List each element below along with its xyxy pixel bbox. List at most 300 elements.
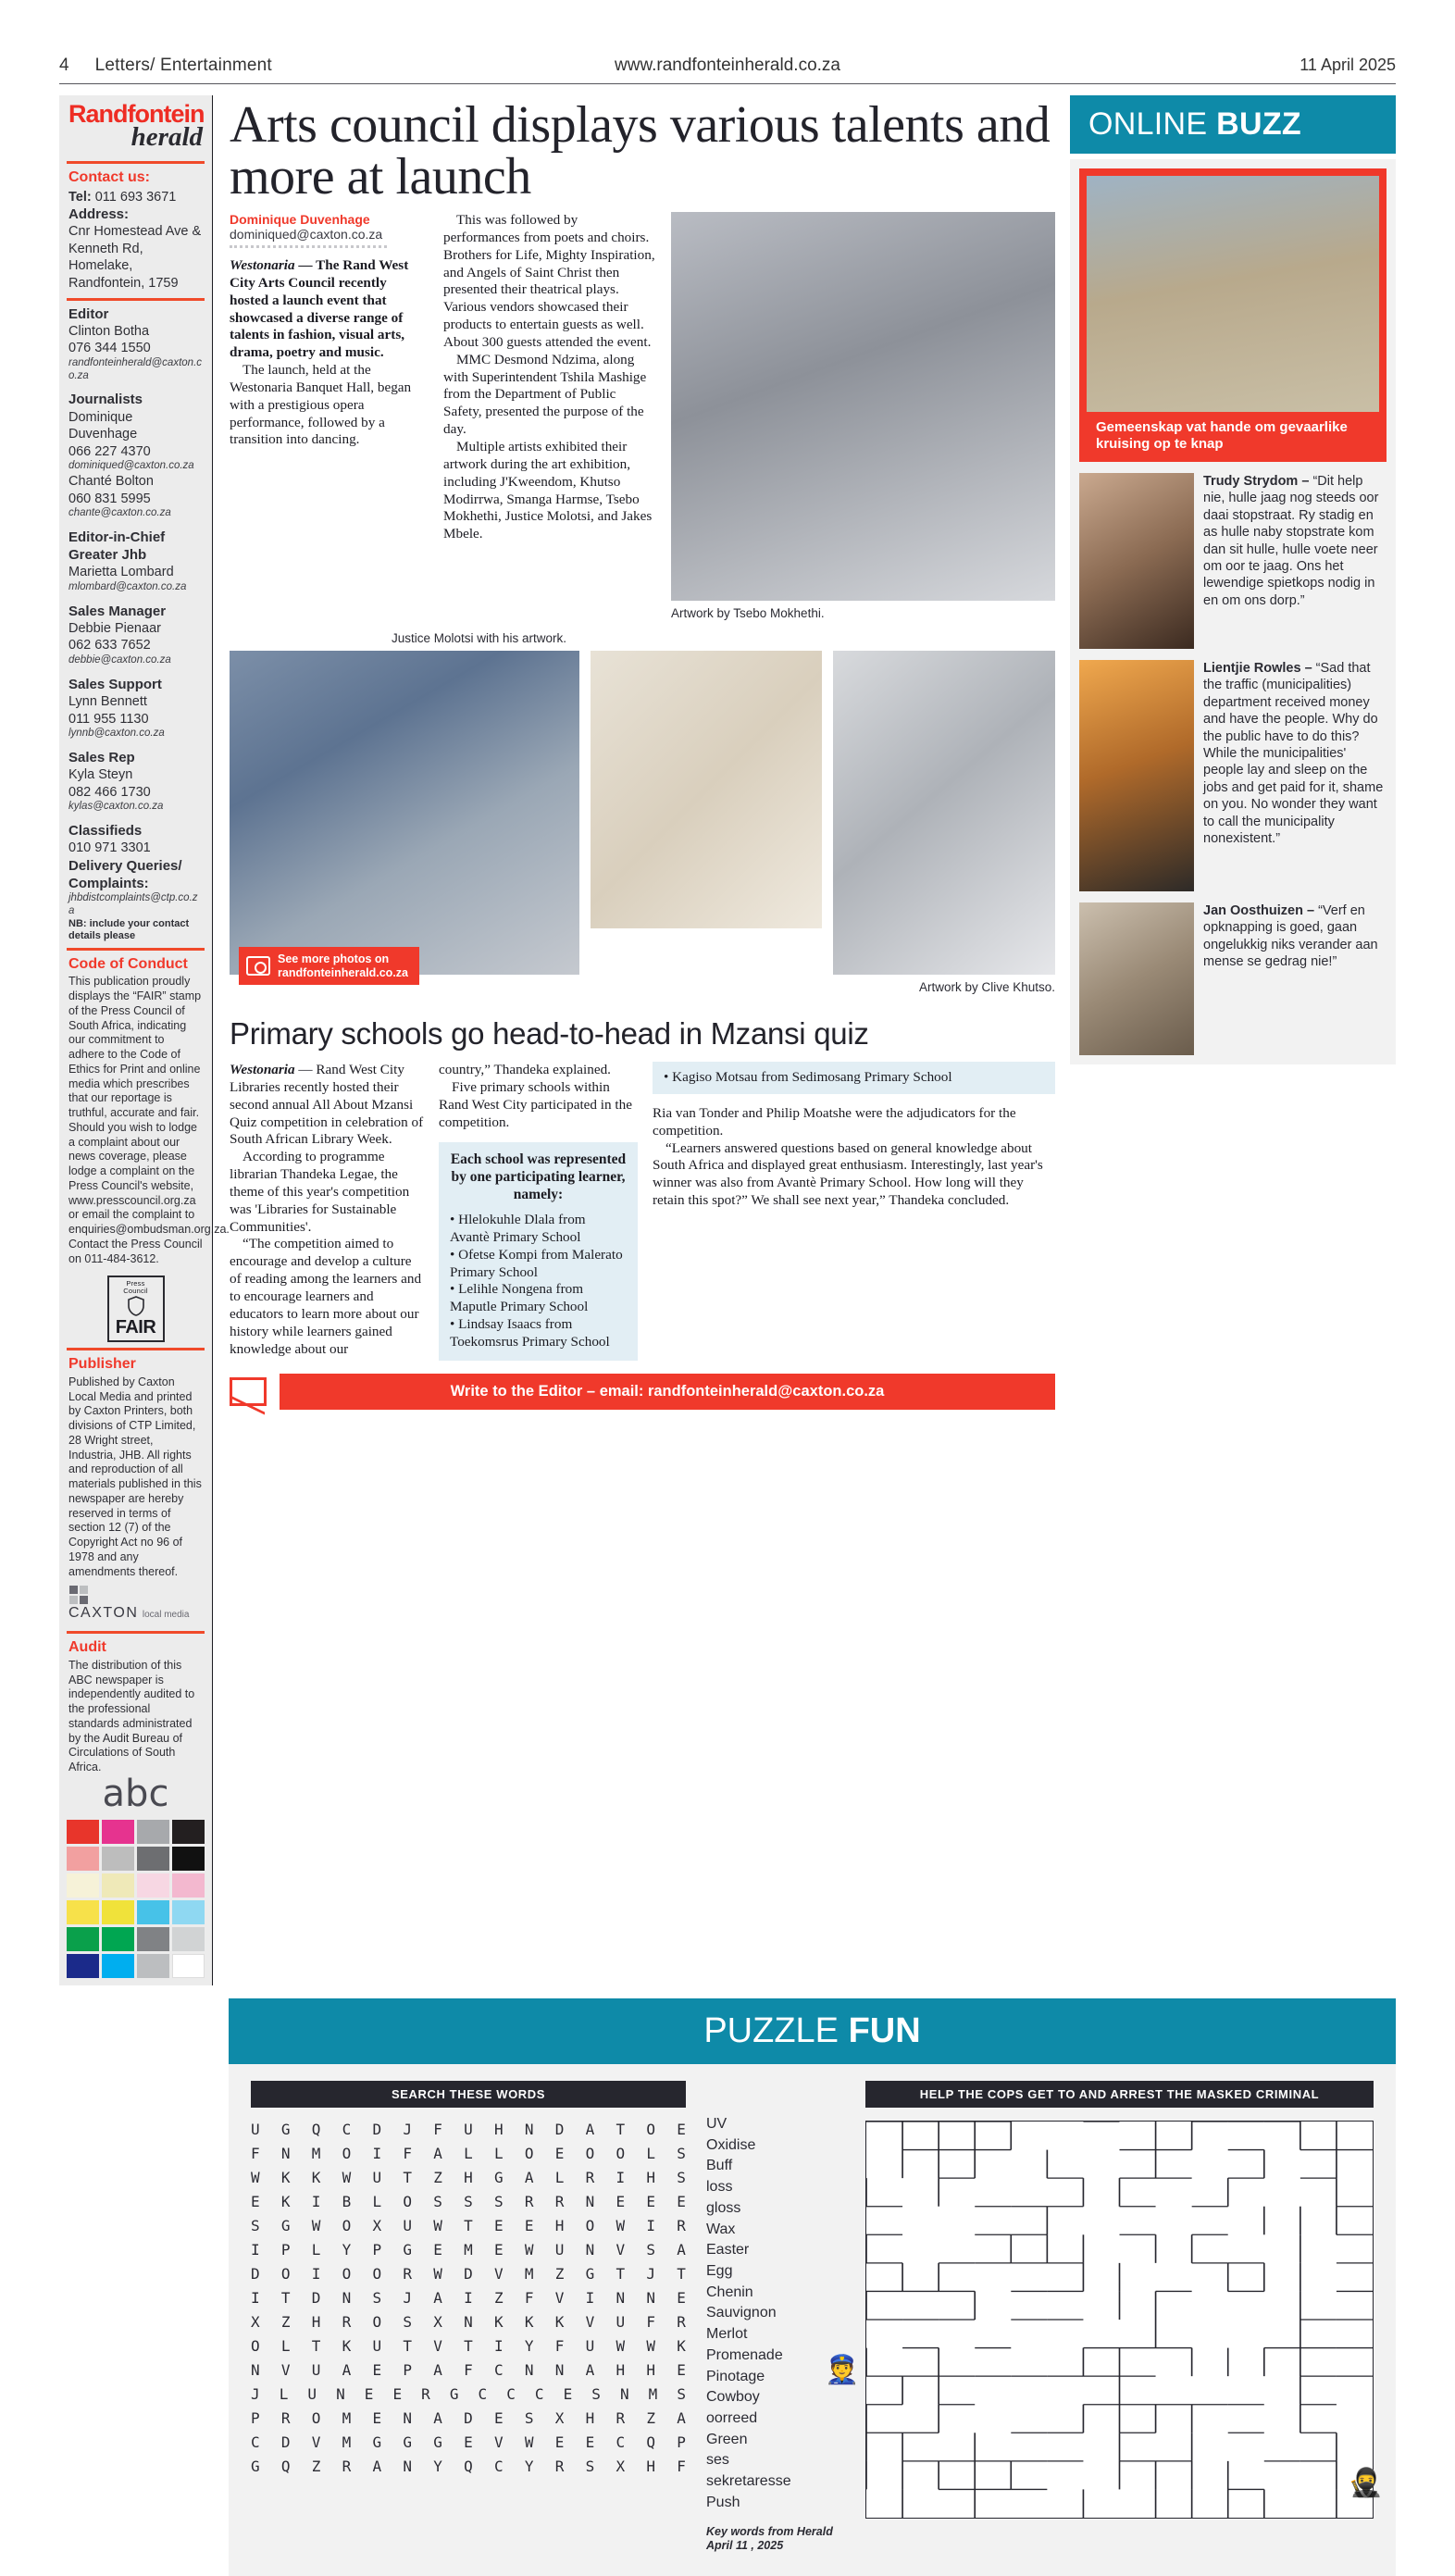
- swatch: [67, 1954, 99, 1978]
- publisher-block: [59, 1350, 212, 1579]
- comment-author-lientjie: Lientjie Rowles –: [1203, 661, 1316, 676]
- comment-author-jan: Jan Oosthuizen –: [1203, 903, 1319, 918]
- audit-block: [59, 1634, 212, 1774]
- word-search-letter: S: [677, 2168, 686, 2186]
- article-1-para-1: The launch, held at the Westonaria Banquet Hall, began with a prestigious opera performance, followed by a transition into dancing.: [230, 362, 412, 448]
- word-search-letter: U: [464, 2120, 473, 2138]
- word-search-letter: T: [403, 2336, 413, 2355]
- word-search-letter: E: [364, 2384, 374, 2403]
- staff-email-eic[interactable]: mlombard@caxton.co.za: [68, 580, 187, 592]
- caption-justice-molotsi: Justice Molotsi with his artwork.: [392, 631, 567, 645]
- word-search-letter: D: [464, 2408, 473, 2427]
- word-search-letter: W: [342, 2168, 352, 2186]
- word-search-letter: S: [494, 2192, 504, 2210]
- word-search-letter: R: [554, 2457, 565, 2475]
- word-search-letter: O: [251, 2336, 260, 2355]
- staff-phone-sales-rep: 082 466 1730: [68, 784, 151, 800]
- staff-name-sales-rep: Kyla Steyn: [68, 767, 133, 783]
- staff-email-sales-support[interactable]: lynnb@caxton.co.za: [68, 728, 165, 740]
- word-search-letter: A: [677, 2240, 686, 2259]
- publisher-heading: Publisher: [68, 1356, 136, 1373]
- key-words-source: Key words from Herald April 11 , 2025: [706, 2524, 833, 2553]
- word-search-letter: N: [524, 2360, 534, 2379]
- word-search-letter: H: [646, 2168, 656, 2186]
- word-search-letter: F: [251, 2144, 260, 2162]
- word-search-letter: M: [648, 2384, 658, 2403]
- swatch: [137, 1900, 169, 1924]
- puzzle-title-bold: FUN: [848, 2010, 921, 2050]
- word-search-letter: Z: [554, 2264, 565, 2283]
- caxton-mark-icon: [68, 1585, 89, 1605]
- address-line-2: Kenneth Rd,: [68, 241, 143, 256]
- fair-stamp-main-label: FAIR: [115, 1317, 156, 1338]
- word-search-letter: S: [524, 2408, 534, 2427]
- photo-colour-artwork: [591, 651, 822, 928]
- word-search-row: [251, 2169, 686, 2186]
- address-label: Address:: [68, 206, 130, 223]
- avatar-trudy-strydom: [1079, 473, 1194, 649]
- maze-puzzle[interactable]: [865, 2121, 1374, 2519]
- word-search-letter: S: [403, 2312, 413, 2331]
- word-list-item: Oxidise: [706, 2136, 756, 2153]
- word-search-grid[interactable]: [251, 2121, 686, 2475]
- staff-name-journalist-2: Chanté Bolton: [68, 474, 154, 490]
- article-1-byline-name: Dominique Duvenhage: [230, 212, 370, 227]
- comment-jan-oosthuizen: [1203, 902, 1387, 1055]
- swatch: [102, 1873, 134, 1898]
- word-search-letter: S: [585, 2457, 595, 2475]
- word-search-letter: D: [372, 2120, 382, 2138]
- word-search-letter: G: [449, 2384, 459, 2403]
- word-search-letter: Y: [524, 2336, 534, 2355]
- see-more-line-2: randfonteinherald.co.za: [278, 965, 408, 979]
- swatch: [67, 1927, 99, 1951]
- staff-phone-journalist-1: 066 227 4370: [68, 443, 151, 459]
- camera-icon: [246, 956, 270, 976]
- word-search-letter: L: [280, 2336, 291, 2355]
- masked-criminal-icon: 🥷: [1348, 2467, 1383, 2498]
- word-search-letter: P: [372, 2240, 382, 2259]
- word-search-letter: L: [464, 2144, 473, 2162]
- word-search-letter: T: [311, 2336, 321, 2355]
- word-search-letter: A: [524, 2168, 534, 2186]
- online-buzz-header: [1070, 95, 1396, 154]
- article-2-col-3: [653, 1105, 1055, 1210]
- word-search-letter: R: [677, 2312, 686, 2331]
- word-search-letter: O: [342, 2144, 352, 2162]
- maze-block: [825, 2081, 1383, 2554]
- article-2-para-4: country,” Thandeka explained.: [439, 1062, 611, 1077]
- word-search-row: [251, 2361, 686, 2379]
- word-search-letter: R: [342, 2457, 352, 2475]
- word-search-letter: T: [464, 2336, 473, 2355]
- police-officer-icon: 👮: [825, 2354, 860, 2385]
- tel-label: Tel:: [68, 189, 92, 205]
- staff-email-sales-manager[interactable]: debbie@caxton.co.za: [68, 653, 171, 666]
- staff-role-eic: Editor-in-Chief Greater Jhb: [68, 529, 166, 564]
- word-list-item: Chenin: [706, 2284, 753, 2300]
- comment-lientjie-rowles: [1203, 660, 1387, 891]
- maze-header: HELP THE COPS GET TO AND ARREST THE MASKED CRIMINAL: [865, 2081, 1374, 2108]
- word-search-row: [251, 2121, 686, 2138]
- word-search-letter: U: [372, 2336, 382, 2355]
- staff-role-sales-manager: Sales Manager: [68, 603, 167, 619]
- word-search-letter: W: [524, 2240, 534, 2259]
- word-search-header: SEARCH THESE WORDS: [251, 2081, 686, 2108]
- comment-author-trudy: Trudy Strydom –: [1203, 474, 1313, 489]
- staff-email-journalist-2[interactable]: chante@caxton.co.za: [68, 507, 171, 519]
- word-search-letter: F: [433, 2120, 442, 2138]
- avatar-lientjie-rowles: [1079, 660, 1194, 891]
- learner-item-continued: • Kagiso Motsau from Sedimosang Primary School: [664, 1069, 952, 1085]
- staff-email-editor[interactable]: randfonteinherald@caxton.co.za: [68, 356, 203, 381]
- publisher-body: Published by Caxton Local Media and printed by Caxton Printers, both divisions of CTP Limited, 28 Wright street, Industria, JHB. All rights and reproduction of all materials published in this newspaper are hereby reserved in terms of section 12 (7) of the Copyright Act no 96 of 1978 and any amendments thereof.: [68, 1375, 202, 1578]
- swatch: [102, 1820, 134, 1844]
- swatch: [137, 1847, 169, 1871]
- color-registration-swatches: [59, 1812, 212, 1985]
- delivery-label: Delivery Queries/ Complaints:: [68, 857, 182, 891]
- caption-clive-khutso: Artwork by Clive Khutso.: [918, 980, 1055, 994]
- word-search-letter: H: [646, 2360, 656, 2379]
- word-search-letter: E: [585, 2433, 595, 2451]
- word-search-letter: I: [464, 2288, 473, 2307]
- staff-email-sales-rep[interactable]: kylas@caxton.co.za: [68, 801, 164, 813]
- word-search-letter: H: [646, 2457, 656, 2475]
- word-search-letter: O: [311, 2408, 321, 2427]
- article-2-para-3: “The competition aimed to encourage and develop a culture of reading among the learners and to encourage learners and educators to learn more about our history while learners gained knowledge about our: [230, 1236, 422, 1357]
- article-2-lead: [230, 1062, 424, 1149]
- word-search-letter: E: [494, 2408, 504, 2427]
- word-search-letter: M: [524, 2264, 534, 2283]
- code-heading: Code of Conduct: [68, 956, 188, 972]
- word-list-item: Pinotage: [706, 2368, 765, 2384]
- word-list-item: ses: [706, 2452, 729, 2469]
- fair-stamp-top-label: Press Council: [123, 1279, 148, 1295]
- article-2-para-2: According to programme librarian Thandeka Legae, the theme of this year's competition was 'Libraries for Sustainable Communities'.: [230, 1149, 410, 1235]
- word-search-letter: E: [677, 2120, 686, 2138]
- participating-learners-box-continued: [653, 1062, 1055, 1094]
- word-list-item: UV: [706, 2115, 728, 2132]
- word-search-letter: K: [554, 2312, 565, 2331]
- word-search-letter: K: [280, 2168, 291, 2186]
- word-search-letter: F: [403, 2144, 413, 2162]
- word-search-letter: O: [524, 2144, 534, 2162]
- swatch: [172, 1873, 205, 1898]
- word-search-letter: S: [677, 2144, 686, 2162]
- swatch: [102, 1954, 134, 1978]
- word-search-letter: O: [585, 2144, 595, 2162]
- word-search-letter: Q: [646, 2433, 656, 2451]
- word-list-item: Green: [706, 2431, 748, 2447]
- learner-item: • Hlelokuhle Dlala from Avantè Primary School: [450, 1212, 586, 1245]
- word-search-letter: X: [554, 2408, 565, 2427]
- word-search-letter: O: [646, 2120, 656, 2138]
- word-search-row: [251, 2433, 686, 2451]
- swatch: [172, 1820, 205, 1844]
- article-1-para-3: MMC Desmond Ndzima, along with Superintendent Tshila Mashige from the Department of Public Safety, presented the purpose of the day.: [443, 351, 647, 438]
- word-search-letter: U: [311, 2360, 321, 2379]
- word-search-letter: D: [554, 2120, 565, 2138]
- swatch: [137, 1927, 169, 1951]
- word-search-letter: U: [585, 2336, 595, 2355]
- word-search-letter: E: [616, 2192, 626, 2210]
- word-search-letter: T: [464, 2216, 473, 2234]
- word-search-letter: E: [392, 2384, 403, 2403]
- word-search-letter: W: [251, 2168, 260, 2186]
- word-search-letter: G: [403, 2433, 413, 2451]
- word-search-letter: L: [372, 2192, 382, 2210]
- word-search-row: [251, 2265, 686, 2283]
- maze-wrapper: [825, 2121, 1383, 2523]
- swatch: [67, 1873, 99, 1898]
- article-2-para-5: Five primary schools within Rand West City participated in the competition.: [439, 1078, 632, 1130]
- caption-tsebo-artwork: Artwork by Tsebo Mokhethi.: [671, 606, 825, 620]
- word-search-letter: K: [494, 2312, 504, 2331]
- swatch: [67, 1847, 99, 1871]
- masthead-logo: [59, 95, 212, 156]
- word-search-row: [251, 2385, 686, 2403]
- word-list-item: Promenade: [706, 2346, 783, 2363]
- word-search-letter: S: [464, 2192, 473, 2210]
- word-search-letter: D: [251, 2264, 260, 2283]
- word-search-row: [251, 2409, 686, 2427]
- online-buzz-body: [1070, 159, 1396, 1064]
- word-search-letter: V: [311, 2433, 321, 2451]
- word-search-letter: X: [372, 2216, 382, 2234]
- article-1-lead-text: — The Rand West City Arts Council recently hosted a launch event that showcased a diverse range of talents in fashion, visual arts, drama, poetry and music.: [230, 257, 409, 361]
- buzz-comment-row: [1079, 473, 1387, 649]
- word-search-letter: J: [646, 2264, 656, 2283]
- word-search-letter: L: [311, 2240, 321, 2259]
- photo-tsebo-artwork: [671, 212, 1055, 601]
- puzzle-title-light: PUZZLE: [703, 2010, 849, 2050]
- word-search-letter: U: [554, 2240, 565, 2259]
- masthead-line-2: herald: [131, 121, 203, 152]
- delivery-email[interactable]: jhbdistcomplaints@ctp.co.za: [68, 892, 198, 916]
- word-search-letter: X: [251, 2312, 260, 2331]
- word-search-row: [251, 2241, 686, 2259]
- word-search-letter: G: [585, 2264, 595, 2283]
- shield-icon: [127, 1296, 145, 1316]
- word-search-letter: G: [280, 2216, 291, 2234]
- word-search-letter: G: [403, 2240, 413, 2259]
- word-search-letter: I: [311, 2264, 321, 2283]
- word-search-letter: R: [280, 2408, 291, 2427]
- word-search-letter: T: [616, 2120, 626, 2138]
- word-search-letter: I: [251, 2240, 260, 2259]
- word-search-letter: K: [280, 2192, 291, 2210]
- staff-phone-sales-manager: 062 633 7652: [68, 638, 151, 653]
- word-search-letter: U: [372, 2168, 382, 2186]
- word-search-letter: T: [616, 2264, 626, 2283]
- buzz-comment-row: [1079, 660, 1387, 891]
- word-search-letter: R: [342, 2312, 352, 2331]
- staff-block: [59, 301, 212, 942]
- word-search-letter: Z: [311, 2457, 321, 2475]
- word-search-letter: O: [280, 2264, 291, 2283]
- article-1-byline-email[interactable]: dominiqued@caxton.co.za: [230, 227, 383, 242]
- code-body: This publication proudly displays the “FAIR” stamp of the Press Council of South Africa, indicating our commitment to adhere to the Code of Ethics for Print and online media which prescribes that our reportage is truthful, accurate and fair. Should you wish to lodge a complaint about our news coverage, please lodge a complaint on the Press Council's website, www.presscouncil.org.za or email the complaint to enquiries@ombudsman.org.za. Contact the Press Council on 011-484-3612.: [68, 975, 230, 1265]
- write-to-editor-text[interactable]: Write to the Editor – email: randfonteinherald@caxton.co.za: [280, 1374, 1055, 1410]
- article-2-col-2-top: [439, 1062, 638, 1131]
- staff-role-sales-support: Sales Support: [68, 676, 162, 692]
- online-buzz-title-light: ONLINE: [1088, 106, 1217, 142]
- participating-learners-box: [439, 1142, 638, 1360]
- word-search-letter: D: [280, 2433, 291, 2451]
- classifieds-phone: 010 971 3301: [68, 840, 151, 856]
- byline-divider: [230, 245, 387, 248]
- staff-phone-editor: 076 344 1550: [68, 341, 151, 356]
- word-search-letter: I: [372, 2144, 382, 2162]
- word-search-letter: F: [554, 2336, 565, 2355]
- word-search-letter: E: [372, 2360, 382, 2379]
- word-search-letter: A: [433, 2408, 442, 2427]
- article-2-dateline: Westonaria: [230, 1062, 295, 1077]
- word-search-letter: D: [464, 2264, 473, 2283]
- swatch: [172, 1927, 205, 1951]
- article-1-col-1: [230, 257, 429, 449]
- word-search-letter: N: [524, 2120, 534, 2138]
- word-search-letter: Z: [433, 2168, 442, 2186]
- write-to-editor-bar[interactable]: [230, 1374, 1055, 1410]
- word-search-letter: U: [403, 2216, 413, 2234]
- word-search-letter: N: [336, 2384, 345, 2403]
- word-search-letter: N: [646, 2288, 656, 2307]
- word-list-item: Easter: [706, 2242, 750, 2259]
- staff-role-editor: Editor: [68, 305, 109, 322]
- word-search-letter: I: [646, 2216, 656, 2234]
- staff-name-sales-manager: Debbie Pienaar: [68, 620, 161, 636]
- word-list-item: Push: [706, 2494, 740, 2510]
- word-search-letter: E: [524, 2216, 534, 2234]
- article-2-headline: Primary schools go head-to-head in Mzansi quiz: [230, 1016, 869, 1051]
- buzz-featured-photo-frame: [1079, 168, 1387, 462]
- word-search-letter: O: [342, 2216, 352, 2234]
- word-search-letter: I: [311, 2192, 321, 2210]
- word-search-letter: S: [646, 2240, 656, 2259]
- puzzle-fun-header: [229, 1998, 1396, 2064]
- word-search-letter: S: [677, 2384, 686, 2403]
- word-search-letter: N: [619, 2384, 629, 2403]
- word-search-letter: P: [677, 2433, 686, 2451]
- see-more-photos-badge[interactable]: [239, 947, 419, 985]
- word-search-letter: O: [372, 2264, 382, 2283]
- word-search-letter: L: [494, 2144, 504, 2162]
- word-search-letter: K: [677, 2336, 686, 2355]
- word-search-letter: M: [342, 2433, 352, 2451]
- word-list-item: Sauvignon: [706, 2305, 777, 2321]
- word-search-letter: X: [616, 2457, 626, 2475]
- word-search-letter: R: [524, 2192, 534, 2210]
- see-more-text: [278, 952, 408, 979]
- word-search-row: [251, 2217, 686, 2234]
- swatch: [102, 1847, 134, 1871]
- word-search-letter: Q: [464, 2457, 473, 2475]
- address-line-1: Cnr Homestead Ave &: [68, 224, 202, 240]
- word-search-letter: R: [585, 2168, 595, 2186]
- word-search-letter: E: [646, 2192, 656, 2210]
- masthead-line-1: Randfontein: [68, 100, 205, 128]
- word-search-row: [251, 2313, 686, 2331]
- address-line-4: Randfontein, 1759: [68, 276, 179, 292]
- puzzle-fun-section: [229, 1998, 1396, 2576]
- word-search-letter: S: [251, 2216, 260, 2234]
- word-search-letter: O: [372, 2312, 382, 2331]
- page-grid: [59, 95, 1396, 1985]
- word-list-item: oorreed: [706, 2409, 758, 2426]
- word-search-letter: W: [646, 2336, 656, 2355]
- audit-body: The distribution of this ABC newspaper is independently audited to the professional standards administrated by the Audit Bureau of Circulations of South Africa.: [68, 1658, 195, 1774]
- word-search-letter: P: [403, 2360, 413, 2379]
- article-2-col-1: [230, 1062, 424, 1358]
- word-search-row: [251, 2145, 686, 2162]
- swatch: [67, 1820, 99, 1844]
- word-search-letter: M: [342, 2408, 352, 2427]
- word-search-letter: N: [616, 2288, 626, 2307]
- swatch: [172, 1847, 205, 1871]
- word-search-letter: V: [616, 2240, 626, 2259]
- word-search-letter: N: [280, 2144, 291, 2162]
- word-search-letter: S: [372, 2288, 382, 2307]
- word-list-item: Wax: [706, 2221, 736, 2237]
- learner-item: • Lelihle Nongena from Maputle Primary School: [450, 1281, 589, 1315]
- staff-email-journalist-1[interactable]: dominiqued@caxton.co.za: [68, 460, 194, 472]
- article-1-para-4: Multiple artists exhibited their artwork during the art exhibition, including J'Kweendom, Khutso Modirrwa, Smanga Harmse, Tsebo Mokhethi, Justice Molotsi, and Jakes Mbele.: [443, 438, 653, 542]
- word-search-letter: E: [494, 2240, 504, 2259]
- code-of-conduct-block: [59, 951, 230, 1266]
- word-search-letter: I: [494, 2336, 504, 2355]
- staff-name-sales-support: Lynn Bennett: [68, 693, 147, 709]
- word-search-letter: Z: [494, 2288, 504, 2307]
- article-1-dateline: Westonaria: [230, 257, 295, 273]
- word-search-letter: W: [616, 2216, 626, 2234]
- staff-phone-journalist-2: 060 831 5995: [68, 491, 151, 506]
- contact-block: [59, 164, 212, 292]
- article-1-top: [230, 212, 1055, 620]
- swatch: [172, 1954, 205, 1978]
- word-search-letter: E: [494, 2216, 504, 2234]
- word-search-letter: R: [554, 2192, 565, 2210]
- word-list-item: Cowboy: [706, 2389, 760, 2406]
- article-2-lead-text: — Rand West City Libraries recently hosted their second annual All About Mzansi Quiz competition in celebration of South African Library Week.: [230, 1062, 424, 1148]
- word-search-letter: M: [311, 2144, 321, 2162]
- puzzle-body: [229, 2064, 1396, 2576]
- online-buzz-column: [1070, 95, 1396, 1985]
- word-search-letter: R: [403, 2264, 413, 2283]
- word-search-letter: C: [494, 2457, 504, 2475]
- article-2-para-6: Ria van Tonder and Philip Moatshe were the adjudicators for the competition.: [653, 1104, 1016, 1139]
- word-search-letter: E: [677, 2360, 686, 2379]
- word-search-letter: H: [554, 2216, 565, 2234]
- tel-line: [68, 189, 203, 206]
- staff-role-sales-rep: Sales Rep: [68, 749, 135, 765]
- word-search-letter: H: [494, 2120, 504, 2138]
- word-search-letter: I: [251, 2288, 260, 2307]
- word-list-item: loss: [706, 2179, 733, 2196]
- word-search-letter: J: [403, 2120, 413, 2138]
- audit-heading: Audit: [68, 1639, 106, 1656]
- word-search-letter: L: [554, 2168, 565, 2186]
- word-search-letter: O: [403, 2192, 413, 2210]
- section-name: Letters/ Entertainment: [94, 56, 272, 75]
- article-2-para-7: “Learners answered questions based on general knowledge about South Africa and displayed great enthusiasm. Interestingly, last year's winner was also from Avantè Primary School. How long will they retain this spot?” We shall see next year,” Thandeka concluded.: [653, 1139, 1043, 1209]
- word-search-letter: C: [478, 2384, 488, 2403]
- comment-text-lientjie: “Sad that the traffic (municipalities) department received money and have the people. Why do the public have to do this? While the municipalities' people lay and sleep on the jobs and get paid for it, shame on you. No wonder they want to call the municipality nonexistent.”: [1203, 661, 1384, 847]
- word-search-letter: T: [403, 2168, 413, 2186]
- main-content-column: [212, 95, 1070, 1985]
- word-search-letter: E: [433, 2240, 442, 2259]
- word-search-letter: N: [585, 2192, 595, 2210]
